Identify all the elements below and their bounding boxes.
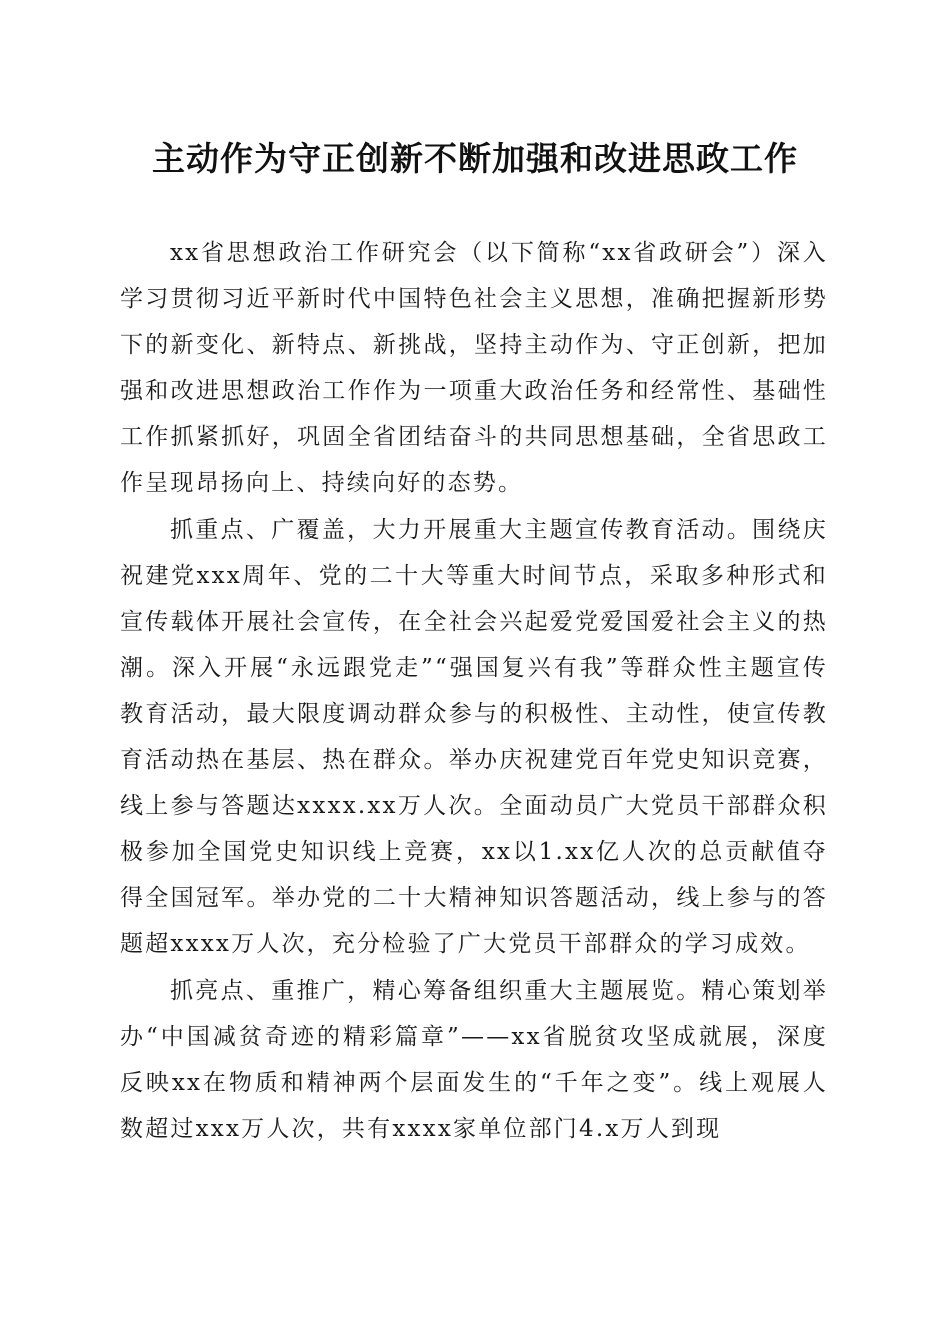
- document-body: [120, 230, 828, 1152]
- document-title: 主动作为守正创新不断加强和改进思政工作: [152, 139, 798, 178]
- paragraph-themed-education: 抓重点、广覆盖，大力开展重大主题宣传教育活动。围绕庆祝建党xxx周年、党的二十大等重大时间节点，采取多种形式和宣传载体开展社会宣传，在全社会兴起爱党爱国爱社会主义的热潮。深入开展“永远跟党走”“强国复兴有我”等群众性主题宣传教育活动，最大限度调动群众参与的积极性、主动性，使宣传教育活动热在基层、热在群众。举办庆祝建党百年党史知识竞赛，线上参与答题达xxxx.xx万人次。全面动员广大党员干部群众积极参加全国党史知识线上竞赛，xx以1.xx亿人次的总贡献值夺得全国冠军。举办党的二十大精神知识答题活动，线上参与的答题超xxxx万人次，充分检验了广大党员干部群众的学习成效。: [120, 516, 828, 958]
- paragraph-intro: xx省思想政治工作研究会（以下简称“xx省政研会”）深入学习贯彻习近平新时代中国特色社会主义思想，准确把握新形势下的新变化、新特点、新挑战，坚持主动作为、守正创新，把加强和改进思想政治工作作为一项重大政治任务和经常性、基础性工作抓紧抓好，巩固全省团结奋斗的共同思想基础，全省思政工作呈现昂扬向上、持续向好的态势。: [120, 240, 828, 497]
- paragraph-exhibitions: 抓亮点、重推广，精心筹备组织重大主题展览。精心策划举办“中国减贫奇迹的精彩篇章”——xx省脱贫攻坚成就展，深度反映xx在物质和精神两个层面发生的“千年之变”。线上观展人数超过xxx万人次，共有xxxx家单位部门4.x万人到现: [120, 977, 828, 1142]
